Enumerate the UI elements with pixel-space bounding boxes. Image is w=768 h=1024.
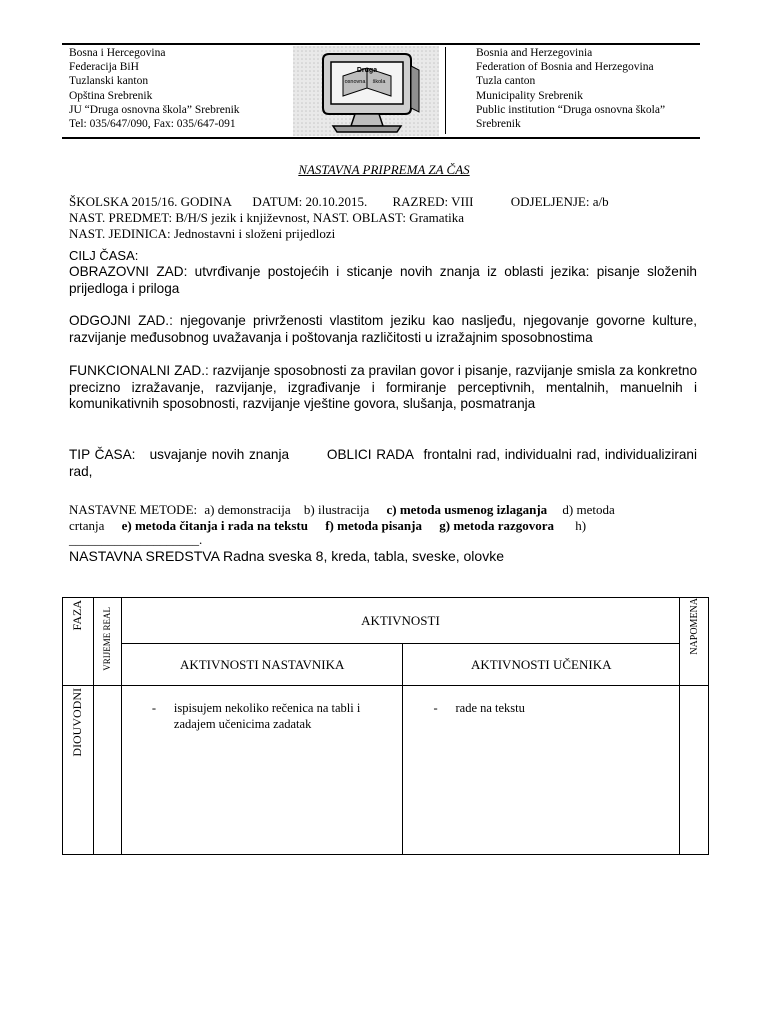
teacher-activity-cell bbox=[121, 686, 403, 855]
lesson-type bbox=[69, 447, 697, 480]
phase-intro: DIOUVODNI bbox=[70, 688, 85, 757]
lesson-plan-table bbox=[62, 597, 709, 855]
student-activity-item bbox=[403, 686, 679, 716]
note-cell bbox=[680, 686, 709, 855]
teacher-activity-text: ispisujem nekoliko rečenica na tabli i zadajem učenicima zadatak bbox=[173, 701, 361, 731]
lesson-type-label: TIP ČASA: bbox=[69, 447, 136, 462]
note-header: NAPOMENA bbox=[688, 598, 700, 655]
method-f: f) metoda pisanja bbox=[325, 518, 422, 533]
header-left-block bbox=[69, 46, 240, 131]
methods-label: NASTAVNE METODE: bbox=[69, 502, 198, 517]
educational-goal: OBRAZOVNI ZAD: utvrđivanje postojećih i sticanje novih znanja iz oblasti jezika: pisanje složenih prijedloga i priloga bbox=[69, 264, 697, 296]
school-computer-logo-icon bbox=[293, 46, 439, 136]
bullet-dash: - bbox=[433, 701, 438, 715]
header-right-line: Federation of Bosnia and Herzegovina bbox=[476, 61, 654, 74]
method-b: b) ilustracija bbox=[303, 502, 370, 517]
student-activity-cell bbox=[403, 686, 680, 855]
method-h: h) bbox=[575, 518, 587, 533]
header-separator bbox=[445, 47, 446, 134]
section: ODJELJENJE: a/b bbox=[510, 194, 609, 209]
header-left-line: Federacija BiH bbox=[69, 61, 139, 74]
phase-header: FAZA bbox=[70, 600, 85, 631]
teacher-activities-header: AKTIVNOSTI NASTAVNIKA bbox=[121, 644, 403, 686]
header-right-line: Municipality Srebrenik bbox=[476, 89, 583, 102]
info-row bbox=[69, 194, 609, 210]
time-cell bbox=[93, 686, 121, 855]
header-left-line: Tuzlanski kanton bbox=[69, 75, 149, 88]
activities-header: AKTIVNOSTI bbox=[121, 598, 679, 644]
goals-heading: CILJ ČASA: bbox=[69, 248, 139, 263]
work-forms-label: OBLICI RADA bbox=[326, 447, 414, 462]
subject-line: NAST. PREDMET: B/H/S jezik i književnost, NAST. OBLAST: Gramatika bbox=[69, 210, 465, 225]
methods-line-1 bbox=[69, 502, 615, 518]
upbringing-goal: ODGOJNI ZAD.: njegovanje privrženosti vlastitom jeziku kao nasljeđu, njegovanje govorne kulture, razvijanje međusobnog uvažavanja i poštovanja različitosti u izražajnim sposobnostima bbox=[69, 313, 697, 345]
phase-header-cell bbox=[63, 598, 94, 686]
header-bottom-rule bbox=[62, 137, 700, 139]
resources-label: NASTAVNA SREDSTVA bbox=[69, 548, 220, 564]
work-forms-value: frontalni rad, individualni rad, individualizirani rad, bbox=[69, 447, 698, 479]
note-header-cell bbox=[680, 598, 709, 686]
header-right-line: Tuzla canton bbox=[476, 75, 536, 88]
functional-goal: FUNKCIONALNI ZAD.: razvijanje sposobnosti za pravilan govor i pisanje, razvijanje smisla za konkretno precizno izražavanje, razvijanje, izgrađivanje i formiranje perceptivnih, mentalnih, manuelnih i komunikativnih sposobnosti, razvijanje vještine govora, slušanja, posmatranja bbox=[69, 363, 697, 412]
header-right-block bbox=[476, 46, 665, 131]
resources-value: Radna sveska 8, kreda, tabla, sveske, olovke bbox=[223, 548, 504, 564]
time-header: VRIJEME REAL bbox=[102, 607, 113, 671]
student-activity-text: rade na tekstu bbox=[455, 701, 525, 715]
svg-text:Druga: Druga bbox=[356, 67, 378, 74]
school-year: ŠKOLSKA 2015/16. GODINA bbox=[69, 194, 232, 209]
svg-text:osnovna: osnovna bbox=[344, 79, 366, 85]
time-header-cell bbox=[93, 598, 121, 686]
header-left-line: Opština Srebrenik bbox=[69, 89, 153, 102]
resources-line bbox=[69, 548, 504, 564]
grade: RAZRED: VIII bbox=[392, 194, 474, 209]
header-right-line: Bosnia and Herzegovinia bbox=[476, 47, 593, 59]
method-e: e) metoda čitanja i rada na tekstu bbox=[121, 518, 308, 533]
bullet-dash: - bbox=[151, 701, 157, 715]
method-h-blank: ____________________. bbox=[69, 532, 203, 547]
lesson-type-value: usvajanje novih znanja bbox=[149, 447, 290, 462]
header-left-line: Bosna i Hercegovina bbox=[69, 47, 166, 59]
teacher-activity-item bbox=[122, 686, 403, 732]
method-a: a) demonstracija bbox=[204, 502, 291, 517]
header-top-rule bbox=[62, 43, 700, 45]
student-activities-header: AKTIVNOSTI UČENIKA bbox=[403, 644, 680, 686]
method-c: c) metoda usmenog izlaganja bbox=[386, 502, 548, 517]
svg-text:škola: škola bbox=[372, 79, 386, 85]
date: DATUM: 20.10.2015. bbox=[252, 194, 368, 209]
header-left-line: JU “Druga osnovna škola” Srebrenik bbox=[69, 103, 240, 116]
phase-cell bbox=[63, 686, 94, 855]
method-g: g) metoda razgovora bbox=[439, 518, 555, 533]
header-right-line: Public institution “Druga osnovna škola” bbox=[476, 103, 666, 116]
document-title: NASTAVNA PRIPREMA ZA ČAS bbox=[298, 162, 470, 177]
unit-line: NAST. JEDINICA: Jednostavni i složeni prijedlozi bbox=[69, 226, 336, 241]
header-left-line: Tel: 035/647/090, Fax: 035/647-091 bbox=[69, 118, 236, 131]
header-right-line: Srebrenik bbox=[476, 118, 521, 131]
method-d-end: crtanja bbox=[69, 518, 105, 533]
method-d-start: d) metoda bbox=[562, 502, 615, 517]
